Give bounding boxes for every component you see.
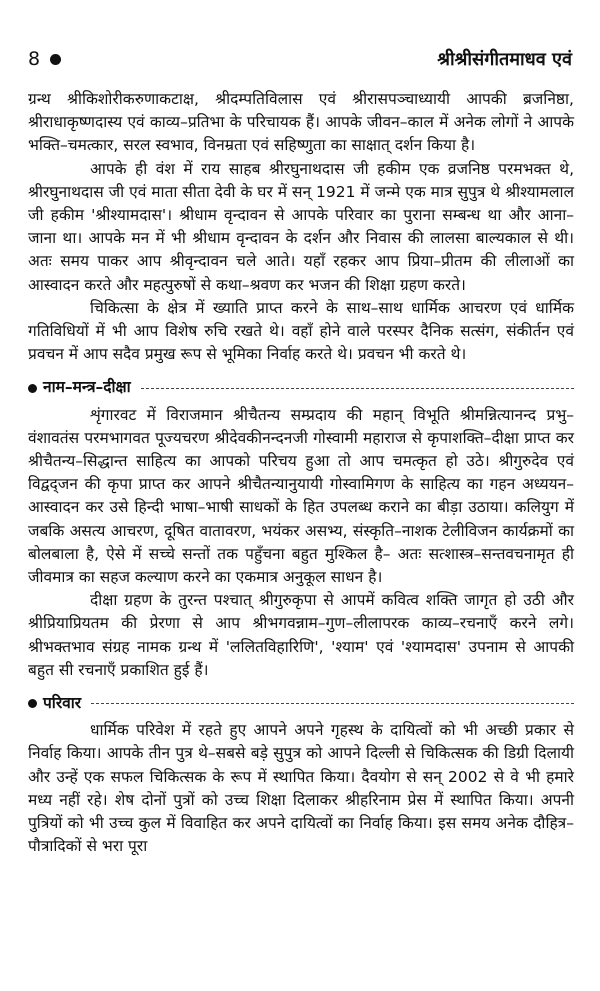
section-heading-diksha [28,376,574,399]
paragraph: दीक्षा ग्रहण के तुरन्त पश्चात् श्रीगुरुकृपा से आपमें कवित्व शक्ति जागृत हो उठी और श्रीप्रियाप्रियतम की प्रेरणा से आप श्रीभगवन्नाम–गुण–लीलापरक काव्य–रचनाएँ करने लगे। श्रीभक्तभाव संग्रह नामक ग्रन्थ में 'ललितविहारिणि', 'श्याम' एवं 'श्यामदास' उपनाम से आपकी बहुत सी रचनाएँ प्रकाशित हुई हैं। [28,591,574,679]
bullet-icon [28,699,37,708]
paragraph: धार्मिक परिवेश में रहते हुए आपने अपने गृहस्थ के दायित्वों को भी अच्छी प्रकार से निर्वाह किया। आपके तीन पुत्र थे–सबसे बड़े सुपुत्र को आपने दिल्ली से चिकित्सक की डिग्री दिलायी और उन्हें एक सफल चिकित्सक के रूप में स्थापित किया। दैवयोग से सन् 2002 से वे भी हमारे मध्य नहीं रहे। शेष दोनों पुत्रों को उच्च शिक्षा दिलाकर श्रीहरिनाम प्रेस में स्थापित किया। अपनी पुत्रियों को भी उच्च कुल में विवाहित कर अपने दायित्वों का निर्वाह किया। इस समय अनेक दौहित्र–पौत्रादिकों से भरा पूरा [28,721,574,856]
page-number: 8 [28,48,41,70]
section-heading-parivar [28,692,574,715]
paragraph: आपके ही वंश में राय साहब श्रीरघुनाथदास जी हकीम एक व्रजनिष्ठ परमभक्त थे, श्रीरघुनाथदास जी एवं माता सीता देवी के घर में सन् 1921 में जन्मे एक मात्र सुपुत्र थे श्रीश्यामलाल जी हकीम 'श्रीश्यामदास'। श्रीधाम वृन्दावन से आपके परिवार का पुराना सम्बन्ध था और आना–जाना था। आपके मन में भी श्रीधाम वृन्दावन के दर्शन और निवास की लालसा बाल्यकाल से थी। अतः समय पाकर आप श्रीवृन्दावन चले आते। यहाँ रहकर आप प्रिया–प्रीतम की लीलाओं का आस्वादन करते और महत्पुरुषों से कथा–श्रवण कर भजन की शिक्षा ग्रहण करते। [28,159,574,294]
page-body [28,88,574,859]
section-heading-text: नाम–मन्त्र–दीक्षा [43,378,131,397]
bullet-icon [28,384,37,393]
page-number-group [28,48,61,70]
page-header [28,44,572,74]
running-title: श्रीश्रीसंगीतमाधव एवं [437,49,572,70]
dashed-rule [91,703,574,704]
section-heading-text: परिवार [43,694,82,713]
bullet-dot-icon [50,54,61,65]
paragraph: शृंगारवट में विराजमान श्रीचैतन्य सम्प्रदाय की महान् विभूति श्रीमन्नित्यानन्द प्रभु–वंशावतंस परमभागवत पूज्यचरण श्रीदेवकीनन्दनजी गोस्वामी महाराज से कृपाशक्ति–दीक्षा प्राप्त कर श्रीचैतन्य–सिद्धान्त साहित्य का आपको परिचय हुआ तो आप चमत्कृत हो उठे। श्रीगुरुदेव एवं विद्वद्जन की कृपा प्राप्त कर आपने श्रीचैतन्यानुयायी गोस्वामिगण के साहित्य का गहन अध्ययन–आस्वादन कर उसे हिन्दी भाषा–भाषी साधकों के हित उपलब्ध कराने का बीड़ा उठाया। कलियुग में जबकि असत्य आचरण, दूषित वातावरण, भयंकर असभ्य, संस्कृति–नाशक टेलीविजन कार्यक्रमों का बोलबाला है, ऐसे में सच्चे सन्तों तक पहुँचना बहुत मुश्किल है– अतः सत्शास्त्र–सन्तवचनामृत ही जीवमात्र का सहज कल्याण करने का एकमात्र अनुकूल साधन है। [28,405,574,587]
paragraph: चिकित्सा के क्षेत्र में ख्याति प्राप्त करने के साथ–साथ धार्मिक आचरण एवं धार्मिक गतिविधियों में भी आप विशेष रुचि रखते थे। वहाँ होने वाले परस्पर दैनिक सत्संग, संकीर्तन एवं प्रवचन में आप सदैव प्रमुख रूप से भूमिका निर्वाह करते थे। प्रवचन भी करते थे। [28,298,574,364]
dashed-rule [141,388,574,389]
paragraph: ग्रन्थ श्रीकिशोरीकरुणाकटाक्ष, श्रीदम्पतिविलास एवं श्रीरासपञ्चाध्यायी आपकी ब्रजनिष्ठा, श्रीराधाकृष्णदास्य एवं काव्य–प्रतिभा के परिचायक हैं। आपके जीवन–काल में अनेक लोगों ने आपके भक्ति–चमत्कार, सरल स्वभाव, विनम्रता एवं सहिष्णुता का साक्षात् दर्शन किया है। [28,90,574,155]
